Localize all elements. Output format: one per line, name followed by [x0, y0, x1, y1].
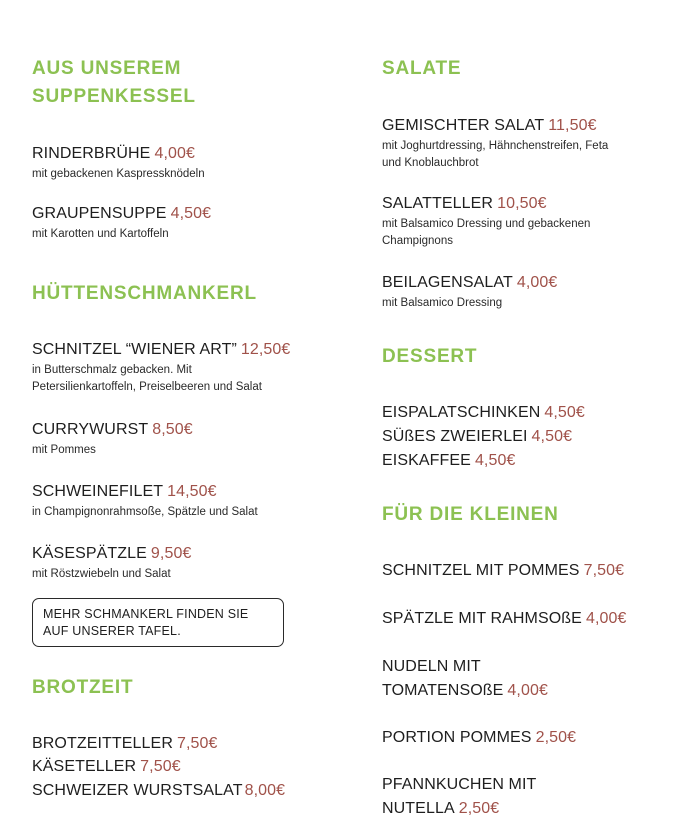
- item-name: PORTION POMMES: [382, 729, 532, 746]
- item-price: 4,00€: [507, 682, 548, 699]
- item-name: GEMISCHTER SALAT: [382, 117, 545, 134]
- item-price: 7,50€: [583, 562, 625, 579]
- menu-item-spaetzle-mit-rahmsosse: [382, 607, 672, 631]
- item-price: 7,50€: [140, 758, 181, 775]
- item-description: in Butterschmalz gebacken. Mit: [32, 364, 192, 376]
- item-price: 4,50€: [544, 404, 585, 421]
- item-description: in Champignonrahmsoße, Spätzle und Salat: [32, 506, 258, 518]
- item-description: mit Röstzwiebeln und Salat: [32, 568, 171, 580]
- item-price: 4,00€: [516, 274, 558, 291]
- item-price: 9,50€: [150, 545, 192, 562]
- item-price: 2,50€: [535, 729, 577, 746]
- item-price: 7,50€: [176, 735, 218, 752]
- item-description: mit Pommes: [32, 444, 96, 456]
- item-name: BROTZEITTELLER: [32, 735, 173, 752]
- item-price: 4,00€: [585, 610, 627, 627]
- item-description: mit Joghurtdressing, Hähnchenstreifen, Feta: [382, 140, 609, 152]
- item-name: GRAUPENSUPPE: [32, 205, 167, 222]
- item-price: 14,50€: [167, 483, 217, 500]
- menu-item-eispalatschinken: [382, 401, 672, 425]
- notice-text: MEHR SCHMANKERL FINDEN SIE: [43, 607, 249, 621]
- section-title-brotzeit: BROTZEIT: [32, 677, 134, 698]
- menu-item-eiskaffee: [382, 449, 672, 473]
- item-name: BEILAGENSALAT: [382, 274, 513, 291]
- item-price: 2,50€: [458, 800, 500, 817]
- menu-item-schweinefilet: [32, 480, 332, 521]
- section-title-dessert: DESSERT: [382, 346, 478, 367]
- item-price: 4,50€: [170, 205, 212, 222]
- item-price: 4,00€: [154, 145, 195, 162]
- section-title-fuer-die-kleinen: FÜR DIE KLEINEN: [382, 504, 559, 525]
- item-name: SCHWEINEFILET: [32, 483, 164, 500]
- item-name: SCHNITZEL MIT POMMES: [382, 562, 580, 579]
- item-name: RINDERBRÜHE: [32, 145, 151, 162]
- item-name: PFANNKUCHEN MIT: [382, 776, 537, 793]
- item-name: KÄSESPÄTZLE: [32, 545, 147, 562]
- item-name: SCHWEIZER WURSTSALAT: [32, 782, 243, 799]
- item-name: NUDELN MIT: [382, 658, 481, 675]
- menu-item-pfannkuchen-mit-nutella: [382, 773, 672, 821]
- menu-item-kaeseteller: [32, 755, 332, 779]
- item-name: TOMATENSOßE: [382, 682, 504, 699]
- item-name: SCHNITZEL “WIENER ART”: [32, 341, 237, 358]
- menu-item-beilagensalat: [382, 271, 672, 312]
- menu-item-schnitzel-mit-pommes: [382, 559, 672, 583]
- item-price: 4,50€: [474, 452, 516, 469]
- item-price: 12,50€: [240, 341, 291, 358]
- section-title-suppenkessel: [32, 55, 196, 111]
- item-price: 4,50€: [531, 428, 573, 445]
- item-name: SALATTELLER: [382, 195, 494, 212]
- menu-item-nudeln-mit-tomatensosse: [382, 655, 672, 703]
- item-name: EISPALATSCHINKEN: [382, 404, 541, 421]
- item-description: mit Balsamico Dressing und gebackenen: [382, 218, 591, 230]
- item-price: 11,50€: [548, 117, 597, 134]
- menu-item-currywurst: [32, 418, 332, 459]
- item-name: EISKAFFEE: [382, 452, 471, 469]
- item-price: 8,50€: [152, 421, 193, 438]
- item-name: SÜßES ZWEIERLEI: [382, 428, 528, 445]
- item-name: SPÄTZLE MIT RAHMSOßE: [382, 610, 582, 627]
- menu-item-salatteller: [382, 192, 672, 250]
- menu-item-graupensuppe: [32, 202, 332, 243]
- menu-item-kaesespaetzle: [32, 542, 332, 583]
- menu-item-portion-pommes: [382, 726, 672, 750]
- item-price: 8,00€: [244, 782, 286, 799]
- item-name: NUTELLA: [382, 800, 455, 817]
- notice-text: AUF UNSERER TAFEL.: [43, 624, 181, 638]
- item-description: Petersilienkartoffeln, Preiselbeeren und Salat: [32, 381, 262, 393]
- item-description: mit Karotten und Kartoffeln: [32, 228, 169, 240]
- section-title-huettenschmankerl: HÜTTENSCHMANKERL: [32, 283, 257, 304]
- item-description: und Knoblauchbrot: [382, 157, 479, 169]
- item-description: mit Balsamico Dressing: [382, 297, 503, 309]
- menu-item-suesses-zweierlei: [382, 425, 672, 449]
- item-name: CURRYWURST: [32, 421, 149, 438]
- menu-item-gemischter-salat: [382, 114, 672, 172]
- more-dishes-notice-box: [32, 598, 284, 647]
- menu-item-rinderbruehe: [32, 142, 332, 183]
- menu-item-schnitzel-wiener-art: [32, 338, 332, 396]
- item-price: 10,50€: [497, 195, 547, 212]
- menu-item-brotzeitteller: [32, 732, 332, 756]
- section-title-line: AUS UNSEREM: [32, 58, 182, 79]
- item-description: Champignons: [382, 235, 453, 247]
- menu-item-schweizer-wurstsalat: [32, 779, 332, 803]
- item-description: mit gebackenen Kaspressknödeln: [32, 168, 205, 180]
- section-title-line: SUPPENKESSEL: [32, 86, 196, 107]
- section-title-salate: SALATE: [382, 58, 462, 79]
- item-name: KÄSETELLER: [32, 758, 137, 775]
